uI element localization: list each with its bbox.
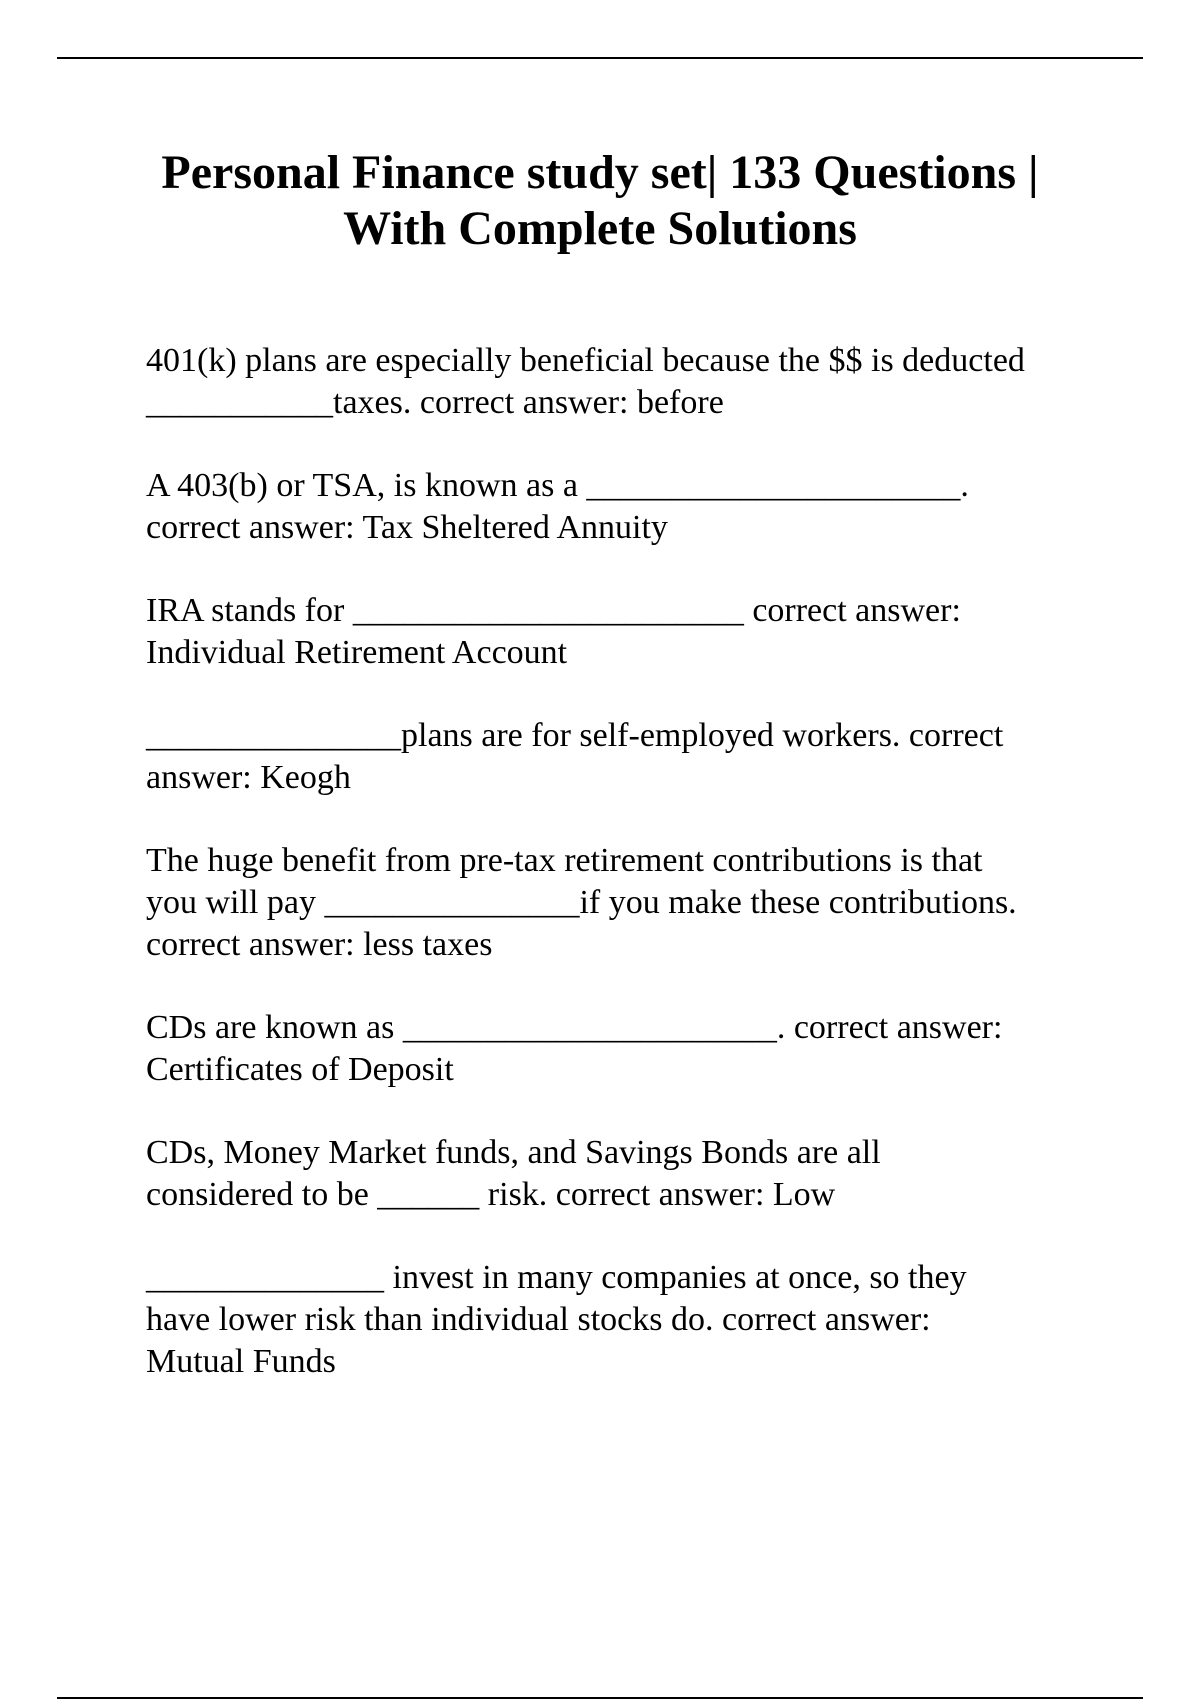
document-title bbox=[100, 145, 1100, 257]
bottom-rule bbox=[57, 1697, 1143, 1699]
question-item bbox=[146, 340, 1146, 424]
question-line: IRA stands for _______________________ correct answer: bbox=[146, 592, 961, 629]
question-line: A 403(b) or TSA, is known as a ______________________. bbox=[146, 467, 969, 504]
question-line: ______________ invest in many companies at once, so they bbox=[146, 1259, 967, 1296]
question-list bbox=[146, 340, 1146, 1424]
question-item bbox=[146, 1257, 1146, 1383]
question-line: _______________plans are for self-employed workers. correct bbox=[146, 717, 1004, 754]
question-line: Individual Retirement Account bbox=[146, 634, 568, 671]
question-item bbox=[146, 465, 1146, 549]
question-line: Mutual Funds bbox=[146, 1343, 336, 1380]
question-line: correct answer: Tax Sheltered Annuity bbox=[146, 509, 668, 546]
question-item bbox=[146, 840, 1146, 966]
title-line-1: Personal Finance study set| 133 Questions | bbox=[161, 146, 1039, 199]
question-line: Certificates of Deposit bbox=[146, 1051, 454, 1088]
question-line: correct answer: less taxes bbox=[146, 926, 493, 963]
question-line: CDs are known as ______________________. correct answer: bbox=[146, 1009, 1003, 1046]
question-line: The huge benefit from pre-tax retirement contributions is that bbox=[146, 842, 983, 879]
question-line: answer: Keogh bbox=[146, 759, 351, 796]
question-item bbox=[146, 715, 1146, 799]
question-item bbox=[146, 1007, 1146, 1091]
question-line: CDs, Money Market funds, and Savings Bonds are all bbox=[146, 1134, 881, 1171]
question-line: you will pay _______________if you make these contributions. bbox=[146, 884, 1017, 921]
question-line: have lower risk than individual stocks do. correct answer: bbox=[146, 1301, 931, 1338]
question-item bbox=[146, 590, 1146, 674]
question-line: 401(k) plans are especially beneficial because the $$ is deducted bbox=[146, 342, 1025, 379]
question-item bbox=[146, 1132, 1146, 1216]
question-line: considered to be ______ risk. correct answer: Low bbox=[146, 1176, 836, 1213]
question-line: ___________taxes. correct answer: before bbox=[146, 384, 724, 421]
title-line-2: With Complete Solutions bbox=[343, 202, 857, 255]
top-rule bbox=[57, 57, 1143, 59]
